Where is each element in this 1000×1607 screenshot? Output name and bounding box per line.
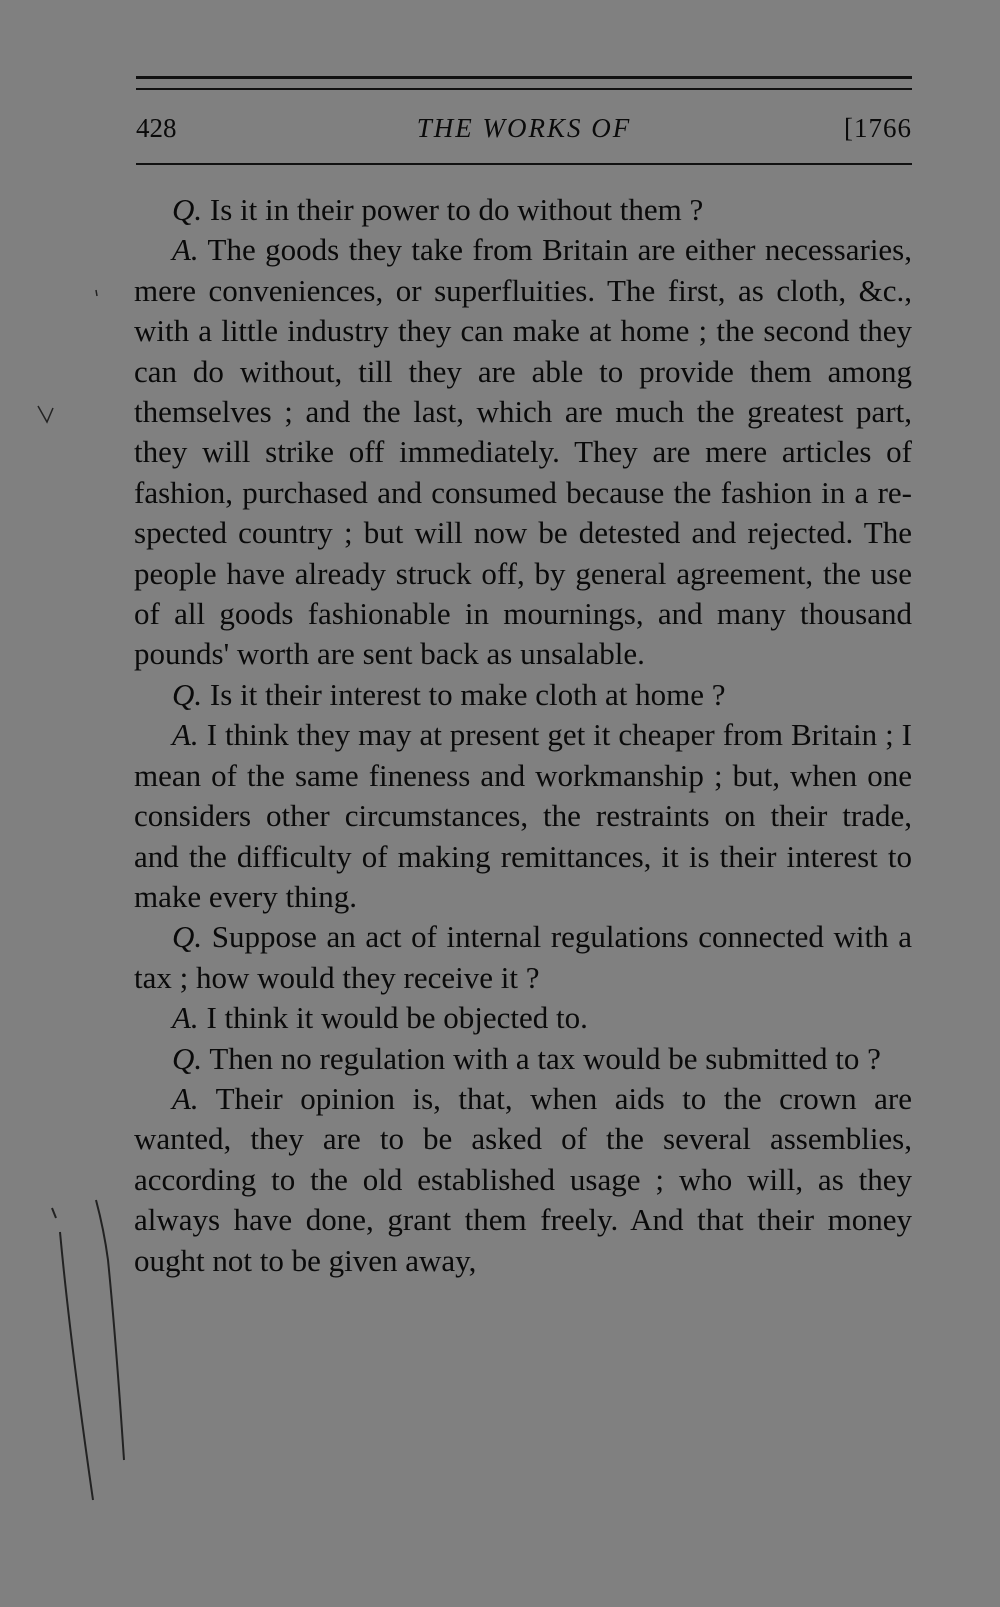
header-year: [1766	[844, 113, 912, 143]
speaker-label: A.	[172, 1000, 199, 1036]
speaker-label: A.	[172, 717, 199, 753]
paragraph-text: Is it their interest to make cloth at home ?	[209, 676, 726, 712]
paragraph-text: Is it in their power to do without them ?	[209, 192, 704, 227]
speaker-label: Q.	[172, 919, 203, 955]
speaker-label: A.	[172, 1080, 199, 1116]
paragraph-text: Suppose an act of internal regulations connected with a tax ; how would they receive it ?	[134, 919, 912, 995]
body-text	[134, 190, 912, 1281]
paragraph	[134, 230, 912, 674]
running-title: THE WORKS OF	[416, 113, 632, 143]
pencil-sideline-mark	[96, 1200, 124, 1460]
speaker-label: Q.	[172, 676, 203, 712]
speaker-label: A.	[172, 232, 199, 268]
paragraph	[134, 675, 912, 715]
paragraph-text: Their opinion is, that, when aids to the crown are wanted, they are to be asked of the several assemblies, according to the old established usage ; who will, as they always have done, grant them freely. And that their money ought not to be given away,	[134, 1080, 912, 1278]
paragraph	[134, 998, 912, 1038]
paragraph-text: The goods they take from Britain are either necessaries, mere conveniences, or superfluities. The first, as cloth, &c., with a little industry they can make at home ; the second they can do without, till they are able to provide them among themselves ; and the last, which are much the greatest part, they will strike off immediately. They are mere articles of fashion, purchased and consumed because the fashion in a respected country ; but will now be detested and rejected. The people have already struck off, by general agreement, the use of all goods fashionable in mournings, and many thousand pounds' worth are sent back as unsalable.	[134, 232, 912, 672]
paragraph-text: Then no regulation with a tax would be submitted to ?	[209, 1040, 881, 1076]
pencil-dot-mark	[96, 290, 97, 296]
paragraph	[134, 917, 912, 998]
speaker-label: Q.	[172, 1040, 203, 1076]
paragraph	[134, 1039, 912, 1079]
pencil-check-mark	[38, 406, 53, 422]
paragraph	[134, 190, 912, 230]
speaker-label: Q.	[172, 192, 203, 227]
top-rule-thin	[136, 88, 912, 90]
paragraph-text: I think they may at present get it cheaper from Britain ; I mean of the same fineness and workmanship ; but, when one considers other circumstances, the restraints on their trade, and the difficulty of making remittances, it is their interest to make every thing.	[134, 717, 913, 914]
top-rule	[136, 76, 912, 79]
paragraph	[134, 715, 912, 917]
header-rule	[136, 163, 912, 165]
margin-pencil-marks	[0, 0, 140, 1607]
page-number: 428	[136, 113, 177, 143]
paragraph	[134, 1079, 912, 1281]
pencil-sideline-mark	[52, 1208, 93, 1500]
running-header	[136, 108, 912, 148]
paragraph-text: I think it would be objected to.	[206, 1000, 588, 1036]
